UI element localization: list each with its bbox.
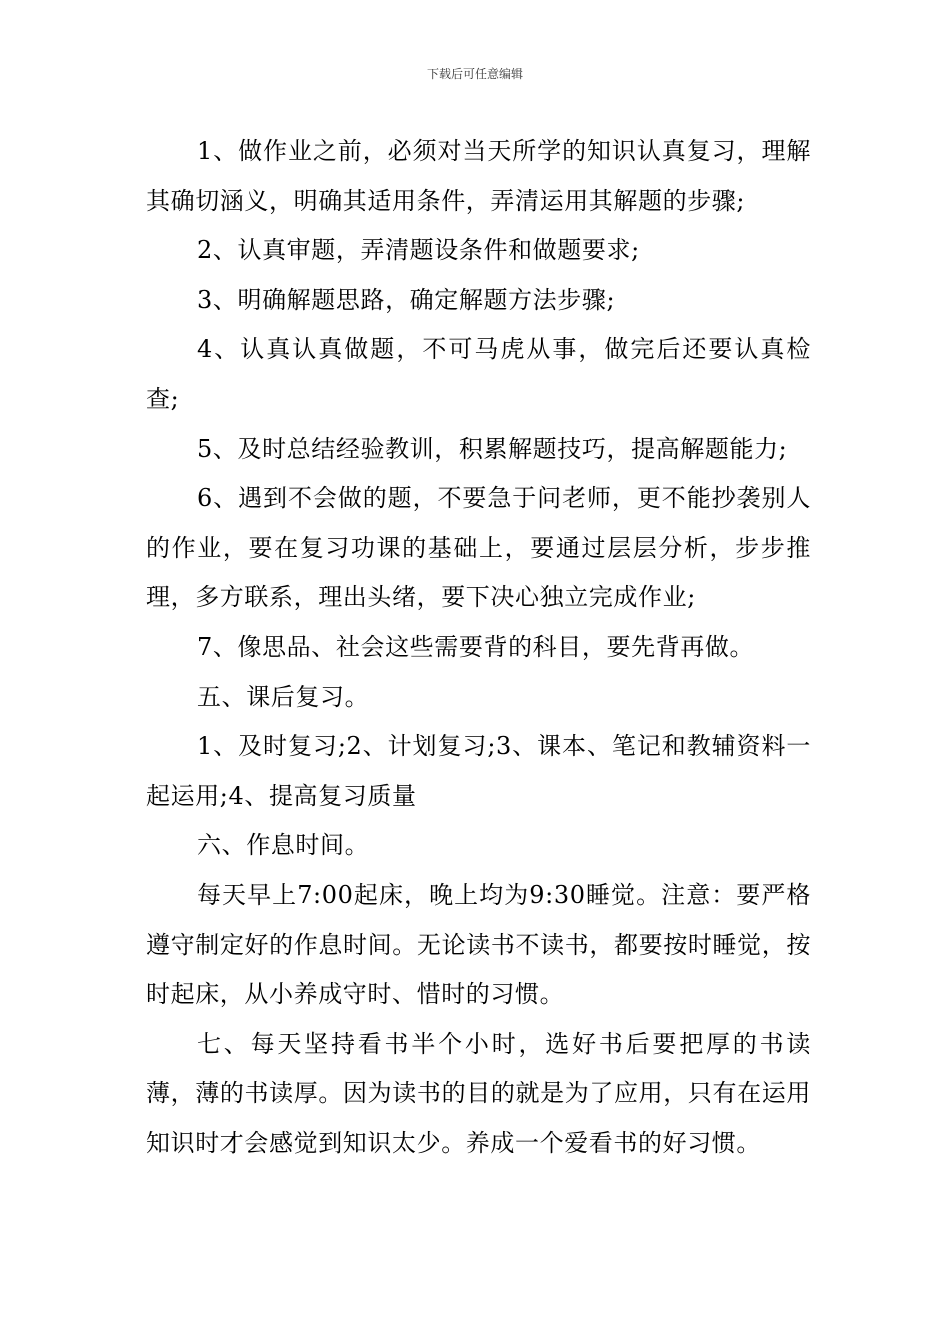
page-header: 下载后可任意编辑 [426, 67, 523, 81]
paragraph-schedule: 每天早上7:00起床，晚上均为9:30睡觉。注意：要严格遵守制定好的作息时间。无论读书不读书，都要按时睡觉，按时起床，从小养成守时、惜时的习惯。 [146, 880, 811, 1009]
section-heading-review: 五、课后复习。 [197, 682, 370, 711]
paragraph-review-steps: 1、及时复习;2、计划复习;3、课本、笔记和教辅资料一起运用;4、提高复习质量 [146, 732, 811, 810]
paragraph-homework-step-1: 1、做作业之前，必须对当天所学的知识认真复习，理解其确切涵义，明确其适用条件，弄清运用其解题的步骤; [146, 137, 811, 215]
paragraph-homework-step-4: 4、认真认真做题，不可马虎从事，做完后还要认真检查; [146, 335, 811, 413]
section-heading-schedule: 六、作息时间。 [197, 831, 370, 860]
document-body [146, 127, 811, 1168]
paragraph-homework-step-7: 7、像思品、社会这些需要背的科目，要先背再做。 [197, 632, 755, 661]
paragraph-homework-step-5: 5、及时总结经验教训，积累解题技巧，提高解题能力; [197, 434, 788, 463]
paragraph-homework-step-3: 3、明确解题思路，确定解题方法步骤; [197, 285, 616, 314]
paragraph-homework-step-6: 6、遇到不会做的题，不要急于问老师，更不能抄袭别人的作业，要在复习功课的基础上，要通过层层分析，步步推理，多方联系，理出头绪，要下决心独立完成作业; [146, 484, 811, 612]
paragraph-homework-step-2: 2、认真审题，弄清题设条件和做题要求; [197, 236, 640, 265]
paragraph-reading: 七、每天坚持看书半个小时，选好书后要把厚的书读薄，薄的书读厚。因为读书的目的就是为了应用，只有在运用知识时才会感觉到知识太少。养成一个爱看书的好习惯。 [146, 1029, 811, 1157]
